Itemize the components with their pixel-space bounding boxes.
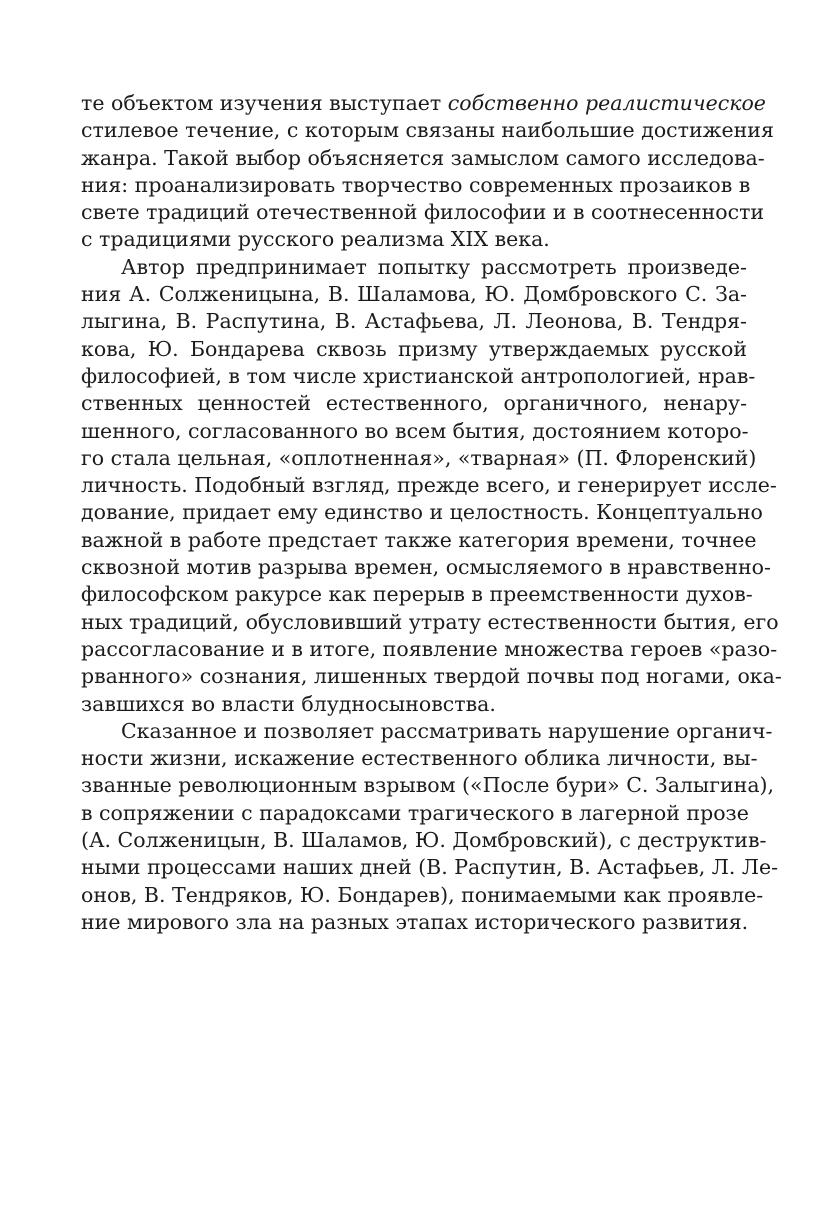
text-line: в сопряжении с парадоксами трагического в лагерной прозе: [81, 800, 749, 825]
text-line: жанра. Такой выбор объясняется замыслом самого исследова-: [81, 145, 765, 170]
text-line: важной в работе предстает также категория времени, точнее: [81, 527, 757, 552]
text-line: свете традиций отечественной философии и в соотнесенности: [81, 200, 765, 225]
text-line: (А. Солженицын, В. Шаламов, Ю. Домбровский), с деструктив-: [81, 828, 767, 853]
text-line: сквозной мотив разрыва времен, осмысляемого в нравственно-: [81, 555, 771, 580]
text-line: кова, Ю. Бондарева сквозь призму утверждаемых русской: [81, 336, 747, 361]
text-line: ственных ценностей естественного, органичного, ненару-: [81, 391, 747, 416]
text-line: ных традиций, обусловивший утрату естественности бытия, его: [81, 609, 779, 634]
text-line: рванного» сознания, лишенных твердой почвы под ногами, ока-: [81, 664, 782, 689]
page-body: [81, 90, 782, 936]
text-line: завшихся во власти блудносыновства.: [81, 691, 496, 716]
text-line: стилевое течение, с которым связаны наибольшие достижения: [81, 118, 774, 143]
text-line: рассогласование и в итоге, появление множества героев «разо-: [81, 636, 778, 661]
text-line: философском ракурсе как перерыв в преемственности духов-: [81, 582, 753, 607]
text-line: ния А. Солженицына, В. Шаламова, Ю. Домбровского С. За-: [81, 282, 747, 307]
text-line: ния: проанализировать творчество современных прозаиков в: [81, 172, 751, 197]
text-line: Автор предпринимает попытку рассмотреть произведе-: [121, 254, 747, 279]
text-line: ными процессами наших дней (В. Распутин, В. Астафьев, Л. Ле-: [81, 855, 779, 880]
text-segment: те объектом изучения выступает: [81, 91, 448, 115]
text-line: дование, придает ему единство и целостность. Концептуально: [81, 500, 763, 525]
text-line: ние мирового зла на разных этапах исторического развития.: [81, 909, 749, 934]
text-line: лыгина, В. Распутина, В. Астафьева, Л. Леонова, В. Тендря-: [81, 309, 747, 334]
text-line: ности жизни, искажение естественного облика личности, вы-: [81, 746, 758, 771]
text-line: онов, В. Тендряков, Ю. Бондарев), понимаемыми как проявле-: [81, 882, 764, 907]
text-line: званные революционным взрывом («После бури» С. Залыгина),: [81, 773, 775, 798]
paragraph-2: [81, 254, 782, 718]
paragraph-1: [81, 90, 774, 254]
text-line: личность. Подобный взгляд, прежде всего, и генерирует иссле-: [81, 473, 777, 498]
text-line: Сказанное и позволяет рассматривать нарушение органич-: [121, 718, 773, 743]
italic-emphasis: собственно реалистическое: [447, 91, 766, 115]
text-line: с традициями русского реализма XIX века.: [81, 227, 550, 252]
text-line: философией, в том числе христианской антропологией, нрав-: [81, 363, 756, 388]
text-line: [81, 90, 766, 117]
text-line: шенного, согласованного во всем бытия, достоянием которо-: [81, 418, 749, 443]
paragraph-3: [81, 718, 779, 936]
text-line: го стала цельная, «оплотненная», «тварная» (П. Флоренский): [81, 445, 757, 470]
